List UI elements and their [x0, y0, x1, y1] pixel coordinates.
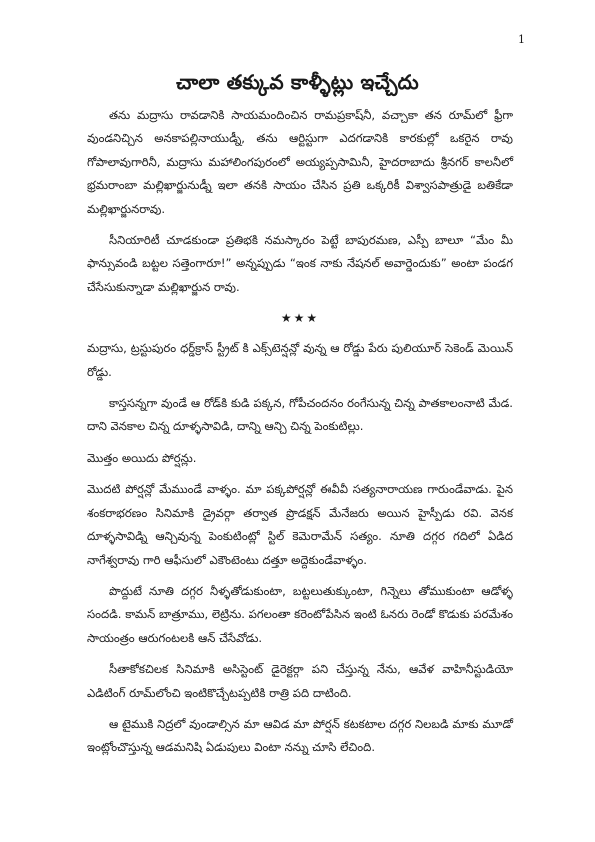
page-number: 1 [518, 33, 525, 46]
paragraph: సీతాకోకచిలక సినిమాకి అసిస్టెంట్ డైరెక్టర్గా పని చేస్తున్న నేను, ఆవేళ వాహినీస్టుడియో ఎడిటింగ్ రూమ్‌లోంచి ఇంటికొచ్చేటప్పటికి రాత్రి పది దాటింది. [87, 662, 513, 700]
body-text [87, 104, 513, 768]
paragraph: మద్రాసు, ట్రస్టుపురం ధర్డ్‌క్రాస్ స్ట్రీట్ కి ఎక్స్‌టెన్షన్లో వున్న ఆ రోడ్డు పేరు పులియూర్ సెకెండ్ మెయిన్ రోడ్డు. [87, 341, 513, 379]
paragraph: మొత్తం అయిదు పోర్షన్లు. [87, 450, 197, 465]
paragraph: కాస్తసన్నగా వుండే ఆ రోడ్‌కి కుడి పక్కన, గోపీచందనం రంగేసున్న చిన్న పాతకాలంనాటి మేడ. దాని వెనకాల చిన్న దూళ్ళసావిడి, దాన్ని ఆన్చి చిన్న పెంకుటిల్లు. [87, 396, 513, 434]
paragraph: పొద్దుటే నూతి దగ్గర నీళ్ళతోడుకుంటా, బట్టలుతుక్కుంటా, గిన్నెలు తోముకుంటా ఆడోళ్ళ సందడి. కామన్ బాత్రూము, లెట్రిను. పగలంతా కరెంటోపేసిన ఇంటి ఓనరు రెండో కొడుకు పరమేశం సాయంత్రం ఆరుగంటలకి ఆన్ చేసేవోడు. [87, 583, 513, 645]
paragraph: మొదటి పోర్షన్లో మేముండే వాళ్ళం. మా పక్కపోర్షన్లో ఈవీవీ సత్యనారాయణ గారుండేవాడు. పైన శంకరాభరణం సినిమాకి డ్రైవర్గా తర్వాత ప్రొడక్షన్ మేనేజరు అయిన హైస్పీడు రవి. వెనక దూళ్ళసావిడ్ని ఆన్చివున్న పెంకుటింట్లో స్టిల్ కెమెరామేన్ సత్యం. నూతి దగ్గర గదిలో ఏడిద నాగేశ్వరావు గారి ఆఫీసులో ఎకౌంటెంటు దత్తూ అద్దెకుండేవాళ్ళం. [87, 482, 513, 567]
paragraph: ఆ టైముకి నిద్రలో వుండాల్సిన మా ఆవిడ మా పోర్షన్ కటకటాల దగ్గర నిలబడి మాకు మూడో ఇంట్లోంచొస్తున్న ఆడమనిషి ఏడుపులు వింటా నన్ను చూసి లేచింది. [87, 716, 513, 755]
paragraph: తను మద్రాసు రావడానికి సాయమందించిన రామప్రకాష్‌నీ, వచ్చాకా తన రూమ్‌లో ఫ్రీగా వుండనిచ్చిన అనకాపల్లినాయుడ్నీ, తను ఆర్టిస్టుగా ఎదగడానికి కారకుల్లో ఒకరైన రావు గోపాలావుగారినీ, మద్రాసు మహాలింగపురంలో అయ్యప్పసామినీ, హైదరాబాదు శ్రీనగర్ కాలనీలో భ్రమరాంబా మల్లిఖార్జునుడ్నీ ఇలా తనకి సాయం చేసిన ప్రతి ఒక్కరికీ విశ్వాసపాత్రుడై బతికేడా మల్లిఖార్జునరావు. [87, 108, 513, 216]
paragraph: సీనియారిటీ చూడకుండా ప్రతిభకి నమస్కారం పెట్టే బాపురమణ, ఎస్పీ బాలూ “మేం మీ ఫాన్సువండి బట్టల సత్తెంగారూ!” అన్నప్పుడు “ఇంక నాకు నేషనల్ అవార్డెందుకు” అంటా పండగ చేసేసుకున్నాడా మల్లిఖార్జున రావు. [87, 233, 513, 294]
chapter-title: చాలా తక్కువ కాళ్ళీట్లు ఇచ్చేదు [176, 70, 419, 94]
section-separator: ★★★ [280, 311, 320, 326]
